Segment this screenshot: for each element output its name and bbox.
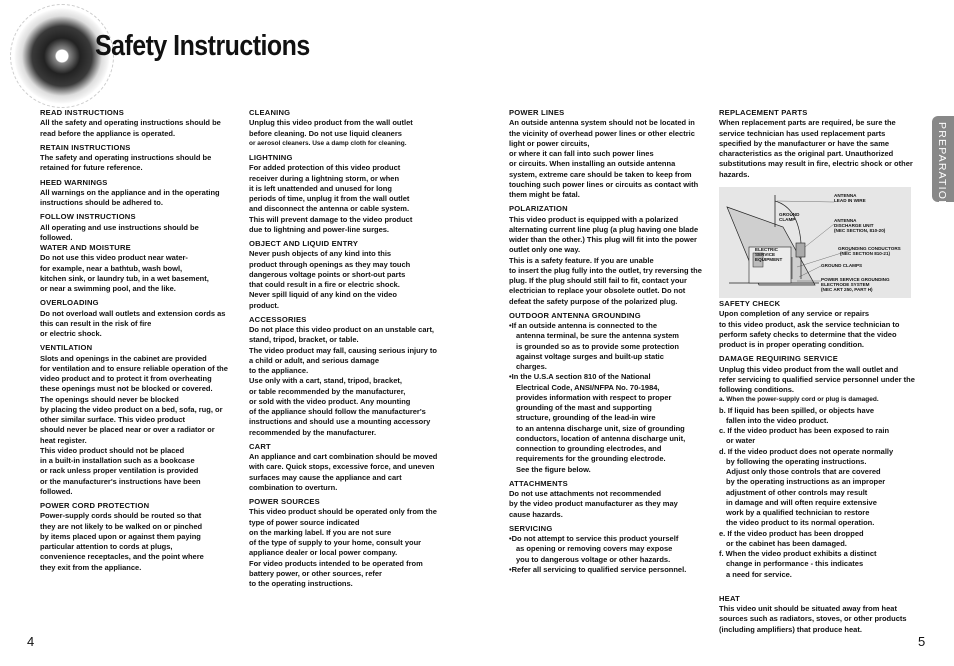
section-heading: REPLACEMENT PARTS — [719, 108, 808, 117]
section-tab — [932, 116, 954, 209]
body-line: provides information with respect to proper — [516, 392, 672, 402]
body-line: connection to grounding electrodes, and — [516, 444, 662, 453]
label-electrode-system: POWER SERVICE GROUNDING ELECTRODE SYSTEM (NEC ART 250, PART H) — [821, 277, 890, 292]
body-line: charges. — [516, 362, 547, 371]
discharge-unit — [796, 243, 805, 257]
page-title: Safety Instructions — [95, 30, 310, 62]
body-line: substitutions may result in fire, electric shock or other — [719, 159, 913, 169]
body-line: a need for service. — [726, 569, 792, 579]
body-line: perform safety checks to determine that the video — [719, 329, 897, 339]
body-line: Slots and openings in the cabinet are provided — [40, 353, 207, 363]
section-heading: VENTILATION — [40, 343, 93, 353]
section-heading: ACCESSORIES — [249, 314, 307, 324]
section-heading: OBJECT AND LIQUID ENTRY — [249, 239, 359, 248]
body-line: touching such power lines or circuits as contact with — [509, 179, 699, 189]
section-heading: POWER CORD PROTECTION — [40, 501, 150, 510]
body-line: outlet only one way. — [509, 245, 581, 255]
body-line: requirements for the grounding electrode. — [516, 454, 666, 464]
body-line: dangerous voltage points or short-out parts — [249, 269, 406, 279]
body-line: they are not likely to be walked on or pinched — [40, 521, 203, 531]
body-line: that could result in a fire or electric shock. — [249, 280, 400, 289]
section-heading: HEED WARNINGS — [40, 177, 108, 187]
section-heading: READ INSTRUCTIONS — [40, 108, 124, 117]
body-line: Never spill liquid of any kind on the video — [249, 290, 397, 300]
body-line: particular attention to cords at plugs, — [40, 542, 173, 551]
body-line: to insert the plug fully into the outlet, try reversing the — [509, 265, 702, 275]
body-line: should never be placed near or over a radiator or — [40, 425, 215, 435]
body-line: kitchen sink, or laundry tub, in a wet basement, — [40, 273, 209, 283]
section-heading: RETAIN INSTRUCTIONS — [40, 142, 131, 152]
body-line: sources such as radiators, stoves, or other products — [719, 614, 907, 624]
section-heading: POLARIZATION — [509, 204, 568, 214]
body-line: Power-supply cords should be routed so that — [40, 511, 202, 521]
body-line: surfaces may cause the appliance and cart — [249, 472, 402, 482]
body-line: electrician to replace your obsolete outlet. Do not — [509, 286, 686, 296]
body-line: these openings must not be blocked or covered. — [40, 384, 213, 394]
body-line: Use only with a cart, stand, tripod, bracket, — [249, 376, 402, 386]
body-line: All warnings on the appliance and in the operating — [40, 187, 220, 197]
body-line: e. If the video product has been dropped — [719, 528, 864, 538]
body-line: work by a qualified technician to restore — [726, 508, 870, 517]
body-line: f. When the video product exhibits a distinct — [719, 549, 877, 558]
pointer-line — [777, 201, 834, 202]
body-line: in damage and will often require extensive — [726, 497, 877, 507]
body-line: and disconnect the antenna or cable system. — [249, 204, 410, 214]
body-line: for example, near a bathtub, wash bowl, — [40, 263, 183, 273]
body-line: structure, grounding of the lead-in wire — [516, 413, 656, 423]
body-line: as opening or removing covers may expose — [516, 544, 673, 554]
body-line: This video product is equipped with a polarized — [509, 214, 679, 224]
body-line: this can result in the risk of fire — [40, 318, 152, 328]
body-line: Unplug this video product from the wall outlet — [249, 118, 413, 128]
body-line: on the marking label. If you are not sure — [249, 527, 392, 537]
body-line: All operating and use instructions should be — [40, 222, 199, 232]
body-line: a child or adult, and serious damage — [249, 355, 380, 365]
body-line: before cleaning. Do not use liquid cleaners — [249, 128, 402, 138]
body-line: •Refer all servicing to qualified service personnel. — [509, 564, 687, 574]
section-heading: DAMAGE REQUIRING SERVICE — [719, 354, 839, 364]
column-2 — [249, 108, 437, 589]
column-1 — [40, 108, 228, 573]
body-line: or the cabinet has been damaged. — [726, 538, 847, 548]
body-line: For video products intended to be operated from — [249, 558, 423, 568]
body-line: heat register. — [40, 435, 87, 445]
body-line: alternating current line plug (a plug having one blade — [509, 224, 699, 234]
section-heading: CLEANING — [249, 108, 291, 117]
body-line: See the figure below. — [516, 464, 591, 474]
body-line: Do not place this video product on an unstable cart, — [249, 325, 435, 334]
section-heading: HEAT — [719, 593, 740, 603]
body-line: adjustment of other controls may result — [726, 487, 868, 497]
body-line: This video product should be operated only from the — [249, 507, 437, 517]
section-heading: FOLLOW INSTRUCTIONS — [40, 212, 136, 222]
body-line: is grounded so as to provide some protection — [516, 341, 679, 351]
body-line: in a built-in installation such as a bookcase — [40, 456, 195, 465]
body-line: them might be fatal. — [509, 190, 580, 199]
body-line: other similar surface. This video product — [40, 415, 186, 424]
label-ground-clamp: GROUND CLAMP — [779, 212, 800, 222]
body-line: Electrical Code, ANSI/NFPA No. 70-1984, — [516, 382, 660, 392]
body-line: •In the U.S.A section 810 of the National — [509, 372, 651, 382]
body-line: Do not use attachments not recommended — [509, 489, 662, 498]
section-heading: LIGHTNING — [249, 153, 293, 162]
body-line: battery power, or other sources, refer — [249, 568, 382, 578]
body-line: periods of time, unplug it from the wall outlet — [249, 194, 410, 203]
section-heading: SERVICING — [509, 523, 553, 533]
body-line: read before the appliance is operated. — [40, 128, 176, 138]
body-line: to the appliance. — [249, 366, 309, 375]
body-line: For added protection of this video product — [249, 163, 401, 173]
section-heading: SAFETY CHECK — [719, 299, 781, 308]
body-line: Unplug this video product from the wall outlet and — [719, 364, 899, 374]
body-line: (including amplifiers) that produce heat. — [719, 624, 862, 634]
label-ground-clamps: GROUND CLAMPS — [821, 263, 863, 268]
body-line: stand, tripod, bracket, or table. — [249, 335, 359, 345]
body-line: grounding of the mast and supporting — [516, 403, 652, 412]
body-line: video product and to protect it from overheating — [40, 374, 212, 383]
body-line: you to dangerous voltage or other hazards. — [516, 554, 671, 564]
body-line: This video unit should be situated away from heat — [719, 604, 897, 613]
body-line: convenience receptacles, and the point where — [40, 552, 204, 562]
body-line: c. If the video product has been exposed to rain — [719, 426, 890, 435]
body-line: by following the operating instructions. — [726, 456, 867, 466]
body-line: type of power source indicated — [249, 517, 360, 527]
section-heading: POWER SOURCES — [249, 497, 320, 506]
body-line: fallen into the video product. — [726, 415, 829, 425]
body-line: to the operating instructions. — [249, 579, 353, 588]
body-line: followed. — [40, 486, 73, 496]
body-line: by placing the video product on a bed, sofa, rug, or — [40, 404, 223, 414]
body-line: to this video product, ask the service technician to — [719, 319, 900, 329]
body-line: hazards. — [719, 169, 750, 179]
body-line: by items placed upon or against them paying — [40, 531, 201, 541]
page-number-right: 5 — [918, 634, 926, 649]
body-line: antenna terminal, be sure the antenna system — [516, 331, 679, 341]
body-line: or aerosol cleaners. Use a damp cloth for cleaning. — [249, 139, 407, 147]
body-line: service technician has used replacement parts — [719, 128, 886, 138]
body-line: of the appliance should follow the manufacturer's — [249, 407, 426, 416]
body-line: •Do not attempt to service this product yourself — [509, 534, 679, 543]
body-line: it is left unattended and unused for long — [249, 183, 392, 193]
pointer-line — [805, 224, 834, 247]
body-line: appliance dealer or local power company. — [249, 548, 398, 558]
body-line: b. If liquid has been spilled, or objects have — [719, 405, 875, 415]
body-line: An outside antenna system should not be located in — [509, 118, 695, 128]
body-line: defeat the safety purpose of the polarized plug. — [509, 296, 678, 306]
label-electric-service: ELECTRIC SERVICE EQUIPMENT — [755, 247, 783, 262]
section-heading: CART — [249, 441, 271, 451]
column-4-bottom — [719, 299, 915, 635]
body-line: by the video product manufacturer as they may — [509, 499, 678, 509]
body-line: with care. Quick stops, excessive force, and uneven — [249, 462, 435, 472]
body-line: system, extreme care should be taken to keep from — [509, 169, 692, 179]
grounding-diagram — [719, 187, 911, 298]
body-line: or the manufacturer's instructions have been — [40, 476, 201, 486]
body-line: due to lightning and power-line surges. — [249, 224, 390, 234]
body-line: to an antenna discharge unit, size of grounding — [516, 423, 685, 433]
body-line: The openings should never be blocked — [40, 394, 179, 404]
label-grounding-conductors: GROUNDING CONDUCTORS (NEC SECTION 810-21) — [838, 246, 901, 256]
body-line: plug. If the plug should still fail to fit, contact your — [509, 276, 687, 285]
body-line: Do not use this video product near water- — [40, 253, 188, 263]
body-line: or table recommended by the manufacturer, — [249, 386, 406, 396]
body-line: Adjust only those controls that are covered — [726, 467, 881, 476]
body-line: change in performance - this indicates — [726, 559, 864, 569]
column-3 — [509, 108, 702, 575]
body-line: combination to overturn. — [249, 482, 338, 492]
body-line: cause hazards. — [509, 509, 563, 519]
body-line: retained for future reference. — [40, 163, 143, 173]
body-line: by the operating instructions as an improper — [726, 477, 886, 487]
body-line: Do not overload wall outlets and extension cords as — [40, 308, 226, 318]
body-line: a. When the power-supply cord or plug is damaged. — [719, 396, 879, 404]
body-line: This will prevent damage to the video product — [249, 214, 413, 224]
body-line: instructions should be adhered to. — [40, 198, 163, 207]
body-line: instructions and should use a mounting accessory — [249, 417, 431, 427]
body-line: light or power circuits, — [509, 138, 590, 148]
body-line: product through openings as they may touch — [249, 259, 411, 269]
body-line: This video product should not be placed — [40, 445, 185, 455]
label-discharge-unit: ANTENNA DISCHARGE UNIT (NEC SECTION, 810-20) — [834, 218, 886, 233]
body-line: or near a swimming pool, and the like. — [40, 284, 176, 293]
body-line: This is a safety feature. If you are unable — [509, 255, 654, 265]
body-line: or sold with the video product. Any mounting — [249, 396, 411, 406]
body-line: against voltage surges and built-up static — [516, 351, 664, 361]
section-heading: POWER LINES — [509, 108, 565, 117]
body-line: Never push objects of any kind into this — [249, 249, 392, 259]
body-line: or where it can fall into such power lines — [509, 149, 654, 158]
body-line: The safety and operating instructions should be — [40, 153, 212, 162]
body-line: product. — [249, 300, 279, 310]
body-line: d. If the video product does not operate normally — [719, 446, 894, 456]
body-line: or water — [726, 436, 756, 446]
body-line: or rack unless proper ventilation is provided — [40, 466, 199, 476]
body-line: of the type of supply to your home, consult your — [249, 538, 422, 547]
body-line: refer servicing to qualified service personnel under the — [719, 374, 915, 384]
body-line: specified by the manufacturer or have the same — [719, 138, 890, 148]
body-line: for ventilation and to ensure reliable operation of the — [40, 363, 228, 373]
body-line: followed. — [40, 232, 73, 242]
body-line: the vicinity of overhead power lines or other electric — [509, 128, 695, 138]
body-line: •If an outside antenna is connected to the — [509, 321, 658, 330]
column-4-top — [719, 108, 913, 180]
section-heading: WATER AND MOISTURE — [40, 243, 131, 252]
body-line: they exit from the appliance. — [40, 562, 142, 572]
body-line: or circuits. When installing an outside antenna — [509, 159, 676, 169]
body-line: recommended by the manufacturer. — [249, 427, 377, 437]
section-tab-label: PREPARATION — [936, 122, 948, 209]
label-antenna-lead: ANTENNA LEAD IN WIRE — [834, 193, 866, 203]
section-heading: OVERLOADING — [40, 298, 99, 308]
body-line: conductors, location of antenna discharge unit, — [516, 433, 686, 443]
body-line: When replacement parts are required, be sure the — [719, 118, 896, 128]
body-line: following conditions. — [719, 385, 794, 394]
body-line: the video product to its normal operation. — [726, 518, 875, 528]
body-line: All the safety and operating instructions should be — [40, 118, 221, 128]
body-line: Upon completion of any service or repairs — [719, 309, 870, 319]
body-line: or electric shock. — [40, 329, 102, 338]
page-number-left: 4 — [27, 634, 35, 649]
section-heading: OUTDOOR ANTENNA GROUNDING — [509, 310, 641, 320]
section-heading: ATTACHMENTS — [509, 478, 568, 488]
body-line: characteristics as the original part. Unauthorized — [719, 149, 894, 158]
body-line: An appliance and cart combination should be moved — [249, 452, 438, 461]
body-line: receiver during a lightning storm, or when — [249, 173, 400, 183]
body-line: The video product may fall, causing serious injury to — [249, 345, 437, 355]
body-line: product is in proper operating condition. — [719, 340, 864, 349]
body-line: wider than the other.) This plug will fit into the power — [509, 235, 697, 244]
